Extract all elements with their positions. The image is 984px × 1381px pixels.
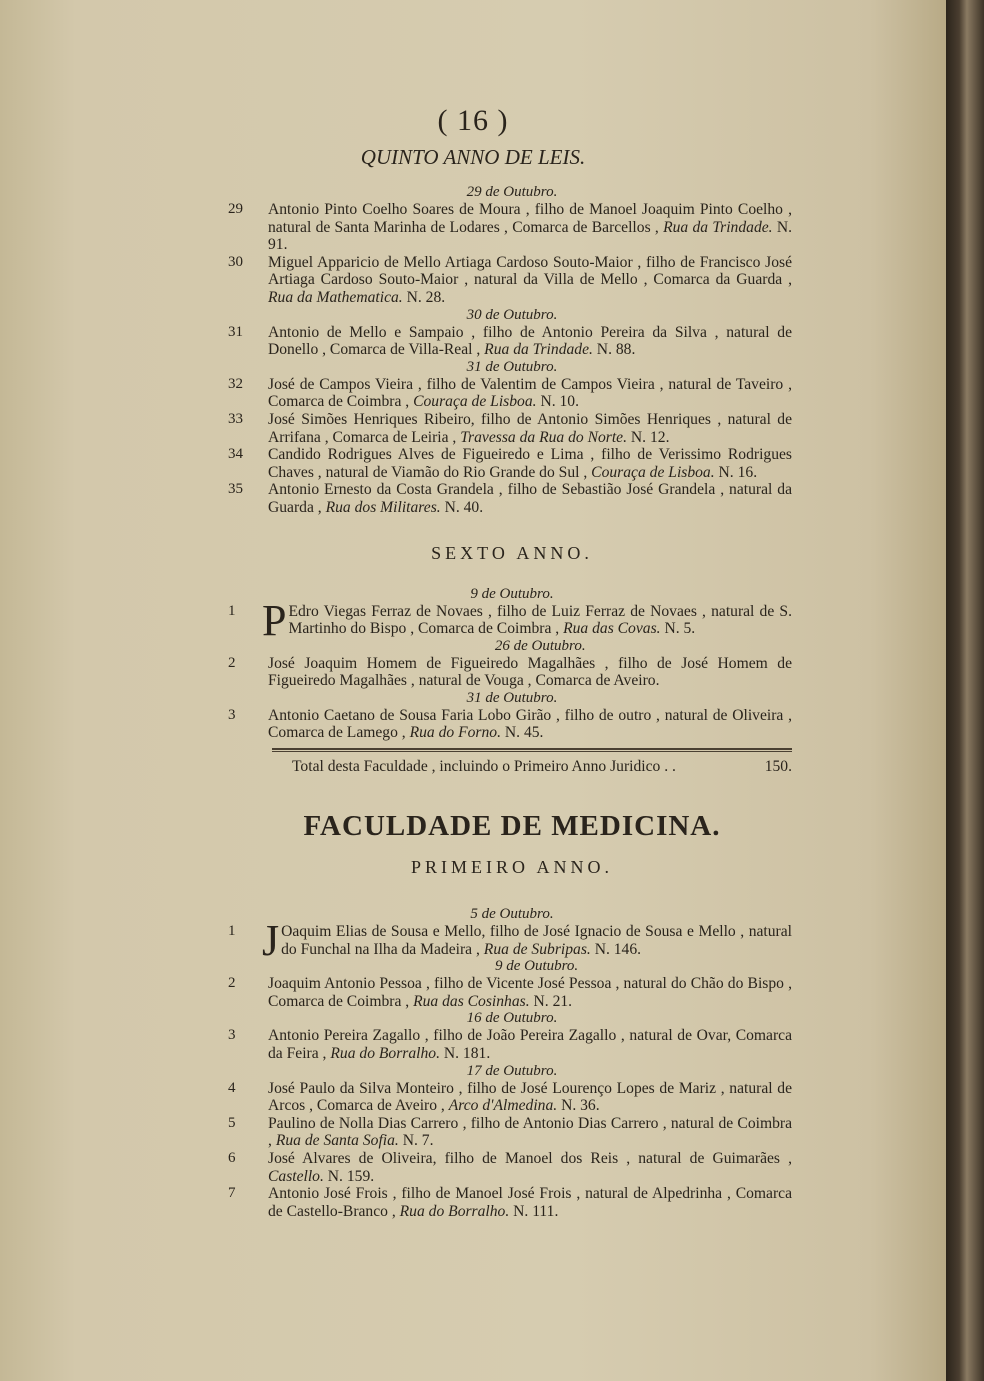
entry-number: 3 <box>228 706 236 723</box>
drop-cap: P <box>262 595 287 645</box>
date-heading: 17 de Outubro. <box>466 1062 558 1079</box>
student-entry <box>228 706 792 742</box>
date-heading: 9 de Outubro. <box>470 585 554 602</box>
entry-house-number: N. 7. <box>398 1132 434 1150</box>
entry-text <box>268 324 792 359</box>
entry-body: Paulino de Nolla Dias Carrero , filho de Antonio Dias Carrero , natural de Coimbra , <box>268 1114 792 1150</box>
entry-text <box>268 975 792 1010</box>
faculty-heading: FACULDADE DE MEDICINA. <box>303 810 721 843</box>
entry-house-number: N. 16. <box>714 463 758 481</box>
entry-body: Oaquim Elias de Sousa e Mello, filho de José Ignacio de Sousa e Mello , natural do Funchal na Ilha da Madeira , <box>281 923 792 958</box>
entry-address: Rua da Mathematica. <box>268 288 403 306</box>
quinto-anno-list <box>228 184 793 517</box>
entry-number: 6 <box>228 1150 236 1166</box>
entry-body: Antonio de Mello e Sampaio , filho de Antonio Pereira da Silva , natural de Donello , Comarca de Villa-Real , <box>268 323 792 359</box>
entry-body: Antonio José Frois , filho de Manoel José Frois , natural de Alpedrinha , Comarca de Castello-Branco , <box>268 1185 792 1220</box>
entry-number: 2 <box>228 654 236 671</box>
student-entry <box>228 446 792 481</box>
entry-text <box>262 595 792 645</box>
entry-number: 4 <box>228 1079 236 1096</box>
entry-house-number: N. 5. <box>660 620 696 638</box>
entry-number: 1 <box>228 923 236 940</box>
entry-number: 33 <box>228 410 243 427</box>
entry-house-number: N. 28. <box>402 288 446 306</box>
entry-body: José Alvares de Oliveira, filho de Manoel dos Reis , natural de Guimarães , <box>268 1150 792 1167</box>
entry-house-number: N. 36. <box>557 1097 600 1115</box>
facing-page-edge <box>946 0 984 1381</box>
drop-cap: J <box>262 916 280 966</box>
medicina-list <box>228 906 792 1220</box>
date-heading: 29 de Outubro. <box>466 184 558 200</box>
entry-body: Joaquim Antonio Pessoa , filho de Vicente José Pessoa , natural do Chão do Bispo , Comarca de Coimbra , <box>268 975 792 1010</box>
entry-address: Rua das Covas. <box>563 620 661 638</box>
student-entry <box>228 595 792 645</box>
date-heading: 16 de Outubro. <box>466 1010 558 1027</box>
entry-body: Antonio Caetano de Sousa Faria Lobo Girão , filho de outro , natural de Oliveira , Comarca de Lamego , <box>268 706 792 742</box>
entry-address: Arco d'Almedina. <box>448 1097 558 1115</box>
entry-number: 1 <box>228 602 236 619</box>
student-entry <box>228 1079 792 1115</box>
entry-text <box>268 1115 792 1150</box>
entry-house-number: N. 111. <box>509 1202 559 1220</box>
double-rule-lower <box>272 751 792 752</box>
section-heading-primeiro: PRIMEIRO ANNO. <box>410 857 613 878</box>
student-entry <box>228 1150 792 1185</box>
entry-text <box>268 1185 792 1220</box>
student-entry <box>228 253 792 307</box>
entry-address: Rua da Trindade. <box>484 341 593 359</box>
entry-body: Miguel Apparicio de Mello Artiaga Cardoso Souto-Maior , filho de Francisco José Artiaga Cardoso Souto-Maior , natural da Villa de Mello , Comarca da Guarda , <box>268 253 792 289</box>
entry-body: Edro Viegas Ferraz de Novaes , filho de Luiz Ferraz de Novaes , natural de S. Martinho do Bispo , Comarca de Coimbra , <box>288 602 792 638</box>
entry-text <box>268 655 792 690</box>
entry-number: 3 <box>228 1027 236 1044</box>
entry-number: 7 <box>228 1185 236 1202</box>
student-entry <box>228 654 792 690</box>
entry-address: Rua do Borralho. <box>330 1045 440 1063</box>
entry-address: Travessa da Rua do Norte. <box>460 428 628 446</box>
entry-body: José Joaquim Homem de Figueiredo Magalhães , filho de José Homem de Figueiredo Magalhães , natural de Vouga , Comarca de Aveiro. <box>268 654 792 690</box>
student-entry <box>228 1114 792 1150</box>
entry-number: 29 <box>228 201 243 217</box>
entry-address: Rua de Subripas. <box>483 940 591 958</box>
entry-address: Castello. <box>268 1167 324 1185</box>
student-entry <box>228 201 793 254</box>
entry-number: 35 <box>228 481 243 498</box>
double-rule <box>272 748 792 750</box>
entry-house-number: N. 40. <box>440 498 484 516</box>
date-heading: 26 de Outubro. <box>494 637 586 654</box>
student-entry <box>228 323 792 359</box>
date-heading: 31 de Outubro. <box>466 689 558 706</box>
student-entry <box>228 975 792 1010</box>
student-entry <box>228 1185 792 1220</box>
entry-body: Antonio Ernesto da Costa Grandela , filho de Sebastião José Grandela , natural da Guarda , <box>268 481 792 516</box>
entry-body: José Paulo da Silva Monteiro , filho de José Lourenço Lopes de Mariz , natural de Arcos , Comarca de Aveiro , <box>268 1079 792 1115</box>
entry-body: Candido Rodrigues Alves de Figueiredo e Lima , filho de Verissimo Rodrigues Chaves , natural de Viamão do Rio Grande do Sul , <box>268 446 792 481</box>
entry-house-number: N. 12. <box>627 428 670 446</box>
faculty-total <box>292 758 792 776</box>
entry-address: Rua da Trindade. <box>663 218 773 236</box>
total-value: 150. <box>764 758 792 776</box>
entry-text <box>268 1027 792 1062</box>
date-heading: 30 de Outubro. <box>466 306 558 323</box>
page-number: ( 16 ) <box>437 104 509 137</box>
student-entry <box>228 1027 792 1063</box>
entry-text <box>268 254 792 307</box>
entry-text <box>268 376 792 411</box>
entry-house-number: N. 21. <box>529 992 573 1010</box>
entry-house-number: N. 10. <box>536 393 579 411</box>
entry-house-number: N. 88. <box>592 341 636 359</box>
entry-text <box>268 707 792 742</box>
entry-address: Rua das Cosinhas. <box>413 992 530 1010</box>
student-entry <box>228 481 792 516</box>
running-head: QUINTO ANNO DE LEIS. <box>360 145 586 169</box>
entry-text <box>268 481 792 516</box>
entry-house-number: N. 146. <box>590 940 642 958</box>
entry-house-number: N. 45. <box>501 724 544 742</box>
entry-body: José Simões Henriques Ribeiro, filho de Antonio Simões Henriques , natural de Arrifana , Comarca de Leiria , <box>268 410 792 446</box>
date-heading: 31 de Outubro. <box>466 358 558 375</box>
entry-number: 34 <box>228 446 243 463</box>
student-entry <box>228 916 792 966</box>
entry-text <box>262 916 792 966</box>
entry-house-number: N. 181. <box>439 1045 491 1063</box>
entry-text <box>268 411 792 446</box>
entry-number: 5 <box>228 1114 236 1131</box>
entry-text <box>268 1150 792 1185</box>
entry-text <box>268 1080 792 1115</box>
entry-body: José de Campos Vieira , filho de Valentim de Campos Vieira , natural de Taveiro , Comarca de Coimbra , <box>268 375 792 411</box>
student-entry <box>228 410 792 446</box>
sexto-anno-list <box>228 585 792 743</box>
entry-address: Couraça de Lisboa. <box>413 393 537 411</box>
entry-address: Couraça de Lisboa. <box>591 463 715 481</box>
entry-number: 32 <box>228 375 243 392</box>
entry-body: Antonio Pinto Coelho Soares de Moura , filho de Manoel Joaquim Pinto Coelho , natural de Santa Marinha de Lodares , Comarca de Barcellos , <box>268 201 792 236</box>
student-entry <box>228 375 792 411</box>
entry-address: Rua do Borralho. <box>399 1202 510 1220</box>
entry-house-number: N. 91. <box>268 218 793 254</box>
entry-house-number: N. 159. <box>323 1167 375 1185</box>
date-heading: 5 de Outubro. <box>470 906 554 923</box>
entry-text <box>268 446 792 481</box>
total-label: Total desta Faculdade , incluindo o Primeiro Anno Juridico . . <box>292 758 676 776</box>
entry-number: 30 <box>228 253 243 270</box>
entry-number: 2 <box>228 975 236 992</box>
entry-address: Rua dos Militares. <box>325 498 441 516</box>
entry-number: 31 <box>228 323 243 340</box>
entry-address: Rua de Santa Sofia. <box>275 1132 399 1150</box>
entry-address: Rua do Forno. <box>409 724 501 742</box>
section-heading-sexto: SEXTO ANNO. <box>431 542 593 563</box>
date-heading: 9 de Outubro. <box>494 958 579 975</box>
page-content <box>228 184 793 1220</box>
entry-body: Antonio Pereira Zagallo , filho de João Pereira Zagallo , natural de Ovar, Comarca da Feira , <box>268 1027 792 1063</box>
entry-text <box>268 201 792 254</box>
